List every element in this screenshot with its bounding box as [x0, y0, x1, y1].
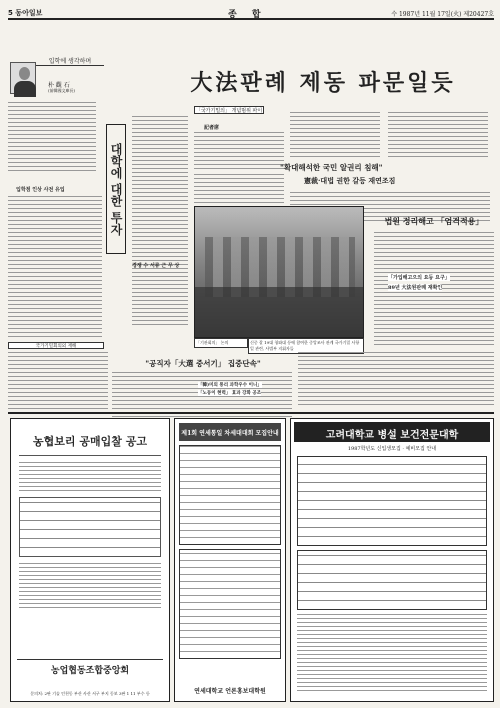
story-label-2: 記者席 [204, 125, 220, 131]
ad-nonghyup [10, 418, 170, 702]
lower-headline: "공직자「大選 중서기」 집중단속" [145, 359, 261, 368]
lower-story-label: 국가기밀회의외 재해 [8, 342, 104, 349]
ad-korea-univ-title: 고려대학교 병설 보건전문대학 [294, 422, 490, 442]
lower-subhead-2: 「노동이 현력」 효과 강화 공조 [198, 391, 262, 396]
photo-caption: 「기관회의」 논의 [194, 338, 248, 348]
column-body [8, 102, 96, 174]
ad-yonsei [174, 418, 286, 702]
newspaper-page [8, 6, 494, 704]
ad-yonsei-title: 제1회 연세통일 차세대대회 모집안내 [179, 423, 281, 441]
ad-korea-univ [290, 418, 494, 702]
ad-divider [8, 412, 494, 414]
column-subhead-1: 입학점 인상 사전 유입 [16, 187, 65, 193]
author-portrait [10, 62, 36, 94]
section-title: 종 합 [228, 10, 267, 20]
lower-subhead-1: 「韓)미의 통리 과학우수 이니」 [198, 383, 262, 388]
photo-caption-2: 신중 잘 19대 청와대 등에 참여한 중앙조사 관계 국가기밀 사항일 관련, 사법부 지휘자들 [248, 338, 364, 354]
ad-nonghyup-logo: 농업협동조합중앙회 [17, 659, 163, 677]
author-title: (前韓國文庫長) [48, 88, 76, 93]
side-subhead-2: 89년 大法원판례 재확인 [388, 285, 443, 291]
opinion-column [8, 54, 104, 344]
meeting-photo [194, 206, 364, 338]
ad-yonsei-footer: 연세대학교 언론홍보대학원 [194, 688, 266, 695]
issue-date: 수 1987년 11월 17일(火) 제20427호 [391, 11, 494, 18]
column-series: 입학에 생각하며 [36, 56, 104, 66]
ad-korea-univ-subtitle: 1987학년도 신입생모집 · 예비모집 안내 [347, 446, 437, 452]
column-subhead-2: 경쟁 수 서류 근 무 상 [132, 263, 180, 269]
main-subhead: "확대해석한 국민 알권리 침해" [280, 163, 383, 172]
ad-nonghyup-title: 농협보리 공매입찰 공고 [33, 435, 147, 448]
masthead [8, 6, 494, 20]
side-subhead: 「가입해고으의 요등 요구」 [388, 275, 450, 281]
ad-nonghyup-footer: 문의처: 2판 기술 인천동 부산 사산 서구 부지 동보 3판 1 11 부수 등 [30, 691, 150, 696]
column-vertical-title: 대학에 대한 투자 [106, 124, 126, 254]
story-label: 「국가기밀의」 개념범위 파이 [195, 108, 263, 114]
main-headline: 大法판례 제동 파문일듯 [190, 70, 456, 96]
main-subhead-2: 憲裁·대법 권한 갈등 재연조짐 [304, 176, 396, 185]
page-number: 5 동아일보 [8, 9, 43, 17]
side-headline: 법원 정리해고 「엄격적용」 [384, 216, 484, 226]
author-name: 朴 觀 石 [48, 82, 70, 89]
